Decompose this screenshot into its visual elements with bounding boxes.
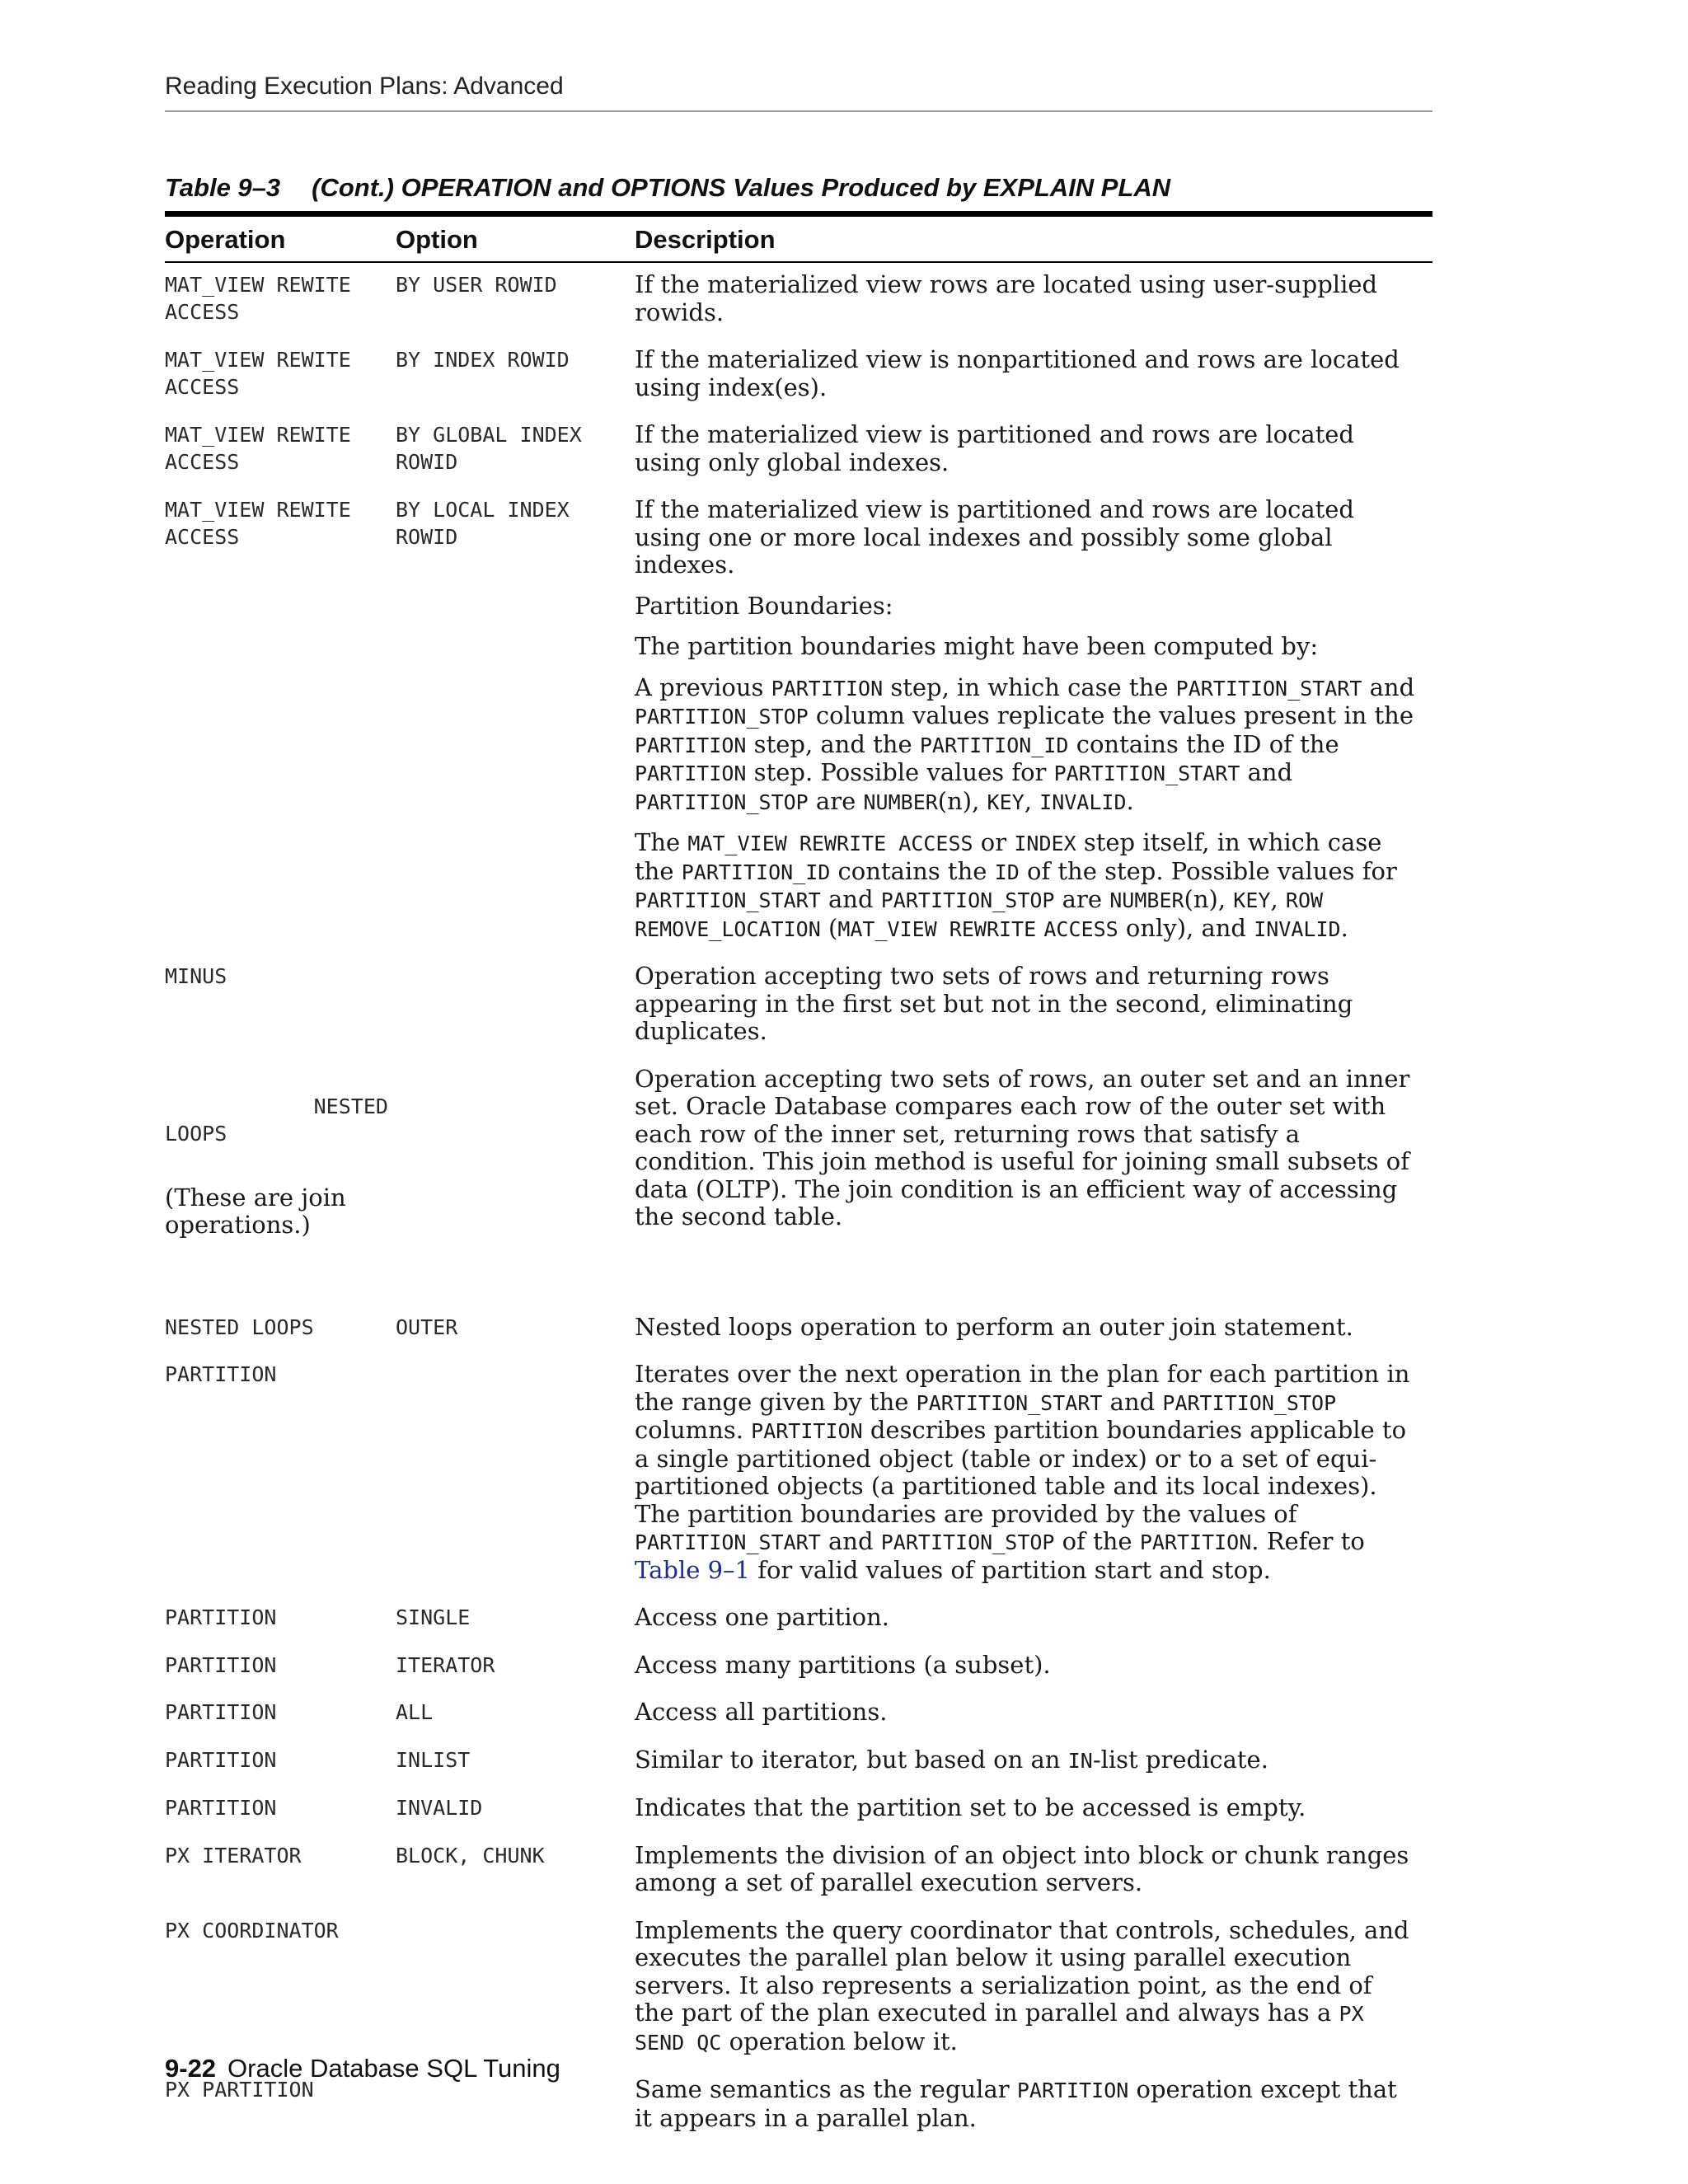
operation-cell: NESTED LOOPS: [165, 1315, 314, 1339]
operation-cell: PARTITION: [165, 1605, 277, 1629]
table-row: [165, 1057, 1432, 1305]
description-paragraph: If the materialized view is partitioned and rows are located using one or more local indexes and possibly some global indexes.: [635, 495, 1354, 579]
column-header-description: Description: [635, 225, 776, 254]
option-cell: BY LOCAL INDEX ROWID: [396, 498, 582, 549]
code-run: PARTITION_STOP: [880, 1530, 1055, 1554]
code-run: PARTITION: [635, 762, 747, 785]
table-caption-title: (Cont.) OPERATION and OPTIONS Values Produced by EXPLAIN PLAN: [312, 173, 1171, 202]
description-cell: [635, 488, 1432, 954]
text-run: [1036, 914, 1043, 942]
text-run: Iterates over the next operation in the plan for each partition in the range given by the: [635, 1360, 1410, 1416]
text-run: are: [1054, 885, 1110, 913]
text-run: are: [808, 786, 864, 815]
text-run: Similar to iterator, but based on an: [635, 1745, 1068, 1774]
column-header-option: Option: [396, 225, 478, 254]
description-cell: Indicates that the partition set to be accessed is empty.: [635, 1793, 1306, 1821]
text-run: and: [820, 885, 881, 913]
option-cell: [396, 1909, 635, 2069]
text-run: step, in which case the: [883, 673, 1176, 701]
table-row: [165, 1834, 1432, 1909]
table-caption: [165, 173, 1432, 203]
operation-cell: PARTITION: [165, 1796, 277, 1820]
code-run: IN: [1067, 1748, 1093, 1773]
table-row: [165, 954, 1432, 1057]
code-run: KEY: [987, 790, 1025, 814]
description-cell: If the materialized view rows are located using user-supplied rowids.: [635, 270, 1378, 326]
text-run: of the: [1054, 1527, 1140, 1555]
page-number: 9-22: [165, 2054, 217, 2083]
text-run: or: [973, 828, 1015, 856]
code-run: MAT_VIEW REWRITE: [837, 916, 1037, 941]
code-run: ROW REMOVE_LOCATION: [635, 888, 1324, 941]
text-run: Implements the query coordinator that controls, schedules, and executes the parallel plan below it using parallel execution servers. It also represents a serialization point, as the end of the part of the plan executed in parallel and always has a: [635, 1915, 1409, 2027]
code-run: PARTITION: [635, 733, 747, 757]
code-run: ACCESS: [1043, 916, 1118, 941]
operation-cell: MINUS: [165, 964, 227, 988]
text-run: contains the ID of the: [1068, 729, 1339, 758]
option-cell: INVALID: [396, 1796, 483, 1820]
description-cell: [635, 2068, 1432, 2144]
table-caption-label: Table 9–3: [165, 173, 281, 202]
code-run: PARTITION_ID: [919, 733, 1069, 757]
table-row: [165, 1305, 1432, 1353]
text-run: A previous: [635, 673, 771, 701]
code-run: PX SEND QC: [635, 2002, 1364, 2055]
table-row: [165, 1596, 1432, 1643]
text-run: The: [635, 828, 688, 856]
option-cell: BY INDEX ROWID: [396, 348, 570, 372]
code-run: INVALID: [1039, 790, 1127, 814]
option-cell: BLOCK, CHUNK: [396, 1843, 545, 1868]
text-run: only), and: [1118, 913, 1254, 942]
text-run: and: [1362, 673, 1415, 701]
text-run: contains the: [830, 856, 995, 885]
running-header: Reading Execution Plans: Advanced: [165, 73, 1432, 112]
text-run: columns.: [635, 1416, 752, 1444]
operation-name: NESTED LOOPS: [165, 1094, 401, 1146]
operation-cell: PARTITION: [165, 1747, 277, 1772]
operation-cell: PARTITION: [165, 1652, 277, 1677]
operation-cell: PX ITERATOR: [165, 1843, 302, 1868]
code-run: PARTITION_START: [1053, 762, 1240, 785]
text-run: Same semantics as the regular: [635, 2075, 1017, 2103]
code-run: PARTITION_START: [635, 888, 821, 912]
text-run: .: [1340, 913, 1348, 942]
code-run: MAT_VIEW REWRITE ACCESS: [687, 832, 973, 855]
code-run: KEY: [1233, 888, 1271, 912]
description-cell: Implements the division of an object into block or chunk ranges among a set of parallel execution servers.: [635, 1840, 1409, 1896]
description-paragraph: Partition Boundaries:: [635, 591, 893, 620]
code-run: PARTITION: [771, 676, 884, 701]
table-row: [165, 1352, 1432, 1596]
table-row: [165, 413, 1432, 488]
table-row: [165, 488, 1432, 954]
option-cell: ITERATOR: [396, 1652, 495, 1677]
code-run: PARTITION_START: [635, 1530, 821, 1554]
text-run: and: [1102, 1387, 1163, 1416]
text-run: step. Possible values for: [746, 758, 1054, 786]
text-run: ,: [1024, 786, 1040, 815]
book-title: Oracle Database SQL Tuning: [227, 2054, 560, 2083]
table-row: [165, 1643, 1432, 1691]
page-footer: [165, 2054, 560, 2083]
code-run: INVALID: [1254, 916, 1341, 941]
text-run: . Refer to: [1251, 1527, 1365, 1555]
text-run: (n),: [937, 786, 987, 815]
description-paragraph: The partition boundaries might have been computed by:: [635, 632, 1319, 660]
option-cell: INLIST: [396, 1747, 471, 1772]
text-run: for valid values of partition start and stop.: [750, 1555, 1271, 1584]
table-row: [165, 1786, 1432, 1834]
table-row: [165, 1909, 1432, 2069]
operation-note: (These are join operations.): [165, 1183, 346, 1239]
operations-table: [165, 211, 1432, 2144]
text-run: .: [1126, 786, 1134, 815]
operation-cell: PX COORDINATOR: [165, 1918, 339, 1943]
code-run: PARTITION: [1016, 2079, 1129, 2102]
description-cell: [635, 1738, 1432, 1787]
code-run: ID: [994, 860, 1020, 884]
text-run: operation except that it appears in a parallel plan.: [635, 2075, 1397, 2132]
code-run: PARTITION: [1139, 1530, 1252, 1554]
table-row: [165, 262, 1432, 338]
operation-cell: PARTITION: [165, 1362, 277, 1386]
code-run: PARTITION_STOP: [1162, 1390, 1337, 1415]
code-run: PARTITION_STOP: [635, 790, 809, 814]
code-run: PARTITION_ID: [681, 860, 831, 884]
text-run: describes partition boundaries applicable to a single partitioned object (table or index) or to a set of equi-partitioned objects (a partitioned table and its local indexes). The partition boundaries are provided by the values of: [635, 1416, 1407, 1528]
description-paragraph: [635, 674, 1416, 817]
option-cell: BY GLOBAL INDEX ROWID: [396, 423, 594, 474]
description-cell: Access all partitions.: [635, 1698, 888, 1726]
code-run: PARTITION_STOP: [635, 705, 809, 729]
description-cell: Operation accepting two sets of rows, an outer set and an inner set. Oracle Database compares each row of the outer set with each row of the inner set, returning rows that satisfy a condition. This join method is useful for joining small subsets of data (OLTP). The join condition is an efficient way of accessing the second table.: [635, 1064, 1410, 1230]
option-cell: ALL: [396, 1700, 434, 1724]
operation-cell: MAT_VIEW REWITE ACCESS: [165, 498, 363, 549]
code-run: NUMBER: [1109, 888, 1184, 912]
code-run: PARTITION_START: [1175, 676, 1362, 701]
operation-cell: MAT_VIEW REWITE ACCESS: [165, 273, 363, 324]
table-9-1-link[interactable]: Table 9–1: [635, 1555, 751, 1584]
text-run: and: [820, 1527, 881, 1555]
operation-cell: PX PARTITION: [165, 2078, 314, 2102]
option-cell: [396, 954, 635, 1057]
description-cell: Nested loops operation to perform an outer join statement.: [635, 1312, 1353, 1341]
code-run: PARTITION: [751, 1419, 863, 1443]
description-cell: [635, 1352, 1432, 1596]
option-cell: OUTER: [396, 1315, 458, 1339]
description-cell: [635, 1909, 1432, 2069]
option-cell: [396, 1352, 635, 1596]
code-run: INDEX: [1014, 832, 1076, 855]
text-run: -list predicate.: [1092, 1745, 1268, 1774]
option-cell: BY USER ROWID: [396, 273, 557, 297]
operation-cell: PARTITION: [165, 1700, 277, 1724]
code-run: PARTITION_STOP: [880, 888, 1055, 912]
text-run: column values replicate the values present in the: [808, 701, 1414, 729]
text-run: ,: [1270, 885, 1286, 913]
text-run: step itself, in which case the: [635, 828, 1382, 885]
text-run: of the step. Possible values for: [1019, 856, 1397, 885]
description-cell: If the materialized view is partitioned and rows are located using only global indexes.: [635, 420, 1354, 476]
text-run: and: [1240, 758, 1293, 786]
description-cell: If the materialized view is nonpartitioned and rows are located using index(es).: [635, 345, 1400, 401]
option-cell: SINGLE: [396, 1605, 471, 1629]
description-cell: Operation accepting two sets of rows and returning rows appearing in the first set but not in the second, eliminating duplicates.: [635, 962, 1353, 1045]
operation-cell: MAT_VIEW REWITE ACCESS: [165, 348, 363, 399]
text-run: (: [820, 913, 838, 942]
code-run: PARTITION_START: [916, 1390, 1103, 1415]
table-header-row: [165, 214, 1432, 263]
text-run: step, and the: [746, 729, 920, 758]
text-run: (n),: [1184, 885, 1234, 913]
description-cell: Access many partitions (a subset).: [635, 1650, 1051, 1679]
operation-cell: MAT_VIEW REWITE ACCESS: [165, 423, 363, 474]
operations-table-wrap: [165, 211, 1432, 2144]
code-run: NUMBER: [863, 790, 938, 814]
table-row: [165, 1738, 1432, 1787]
description-cell: Access one partition.: [635, 1603, 890, 1631]
text-run: operation below it.: [721, 2027, 958, 2055]
column-header-operation: Operation: [165, 225, 286, 254]
table-row: [165, 1690, 1432, 1738]
operation-cell: [165, 1057, 401, 1305]
description-paragraph: [635, 829, 1416, 943]
table-row: [165, 338, 1432, 413]
option-cell: [396, 1057, 635, 1305]
